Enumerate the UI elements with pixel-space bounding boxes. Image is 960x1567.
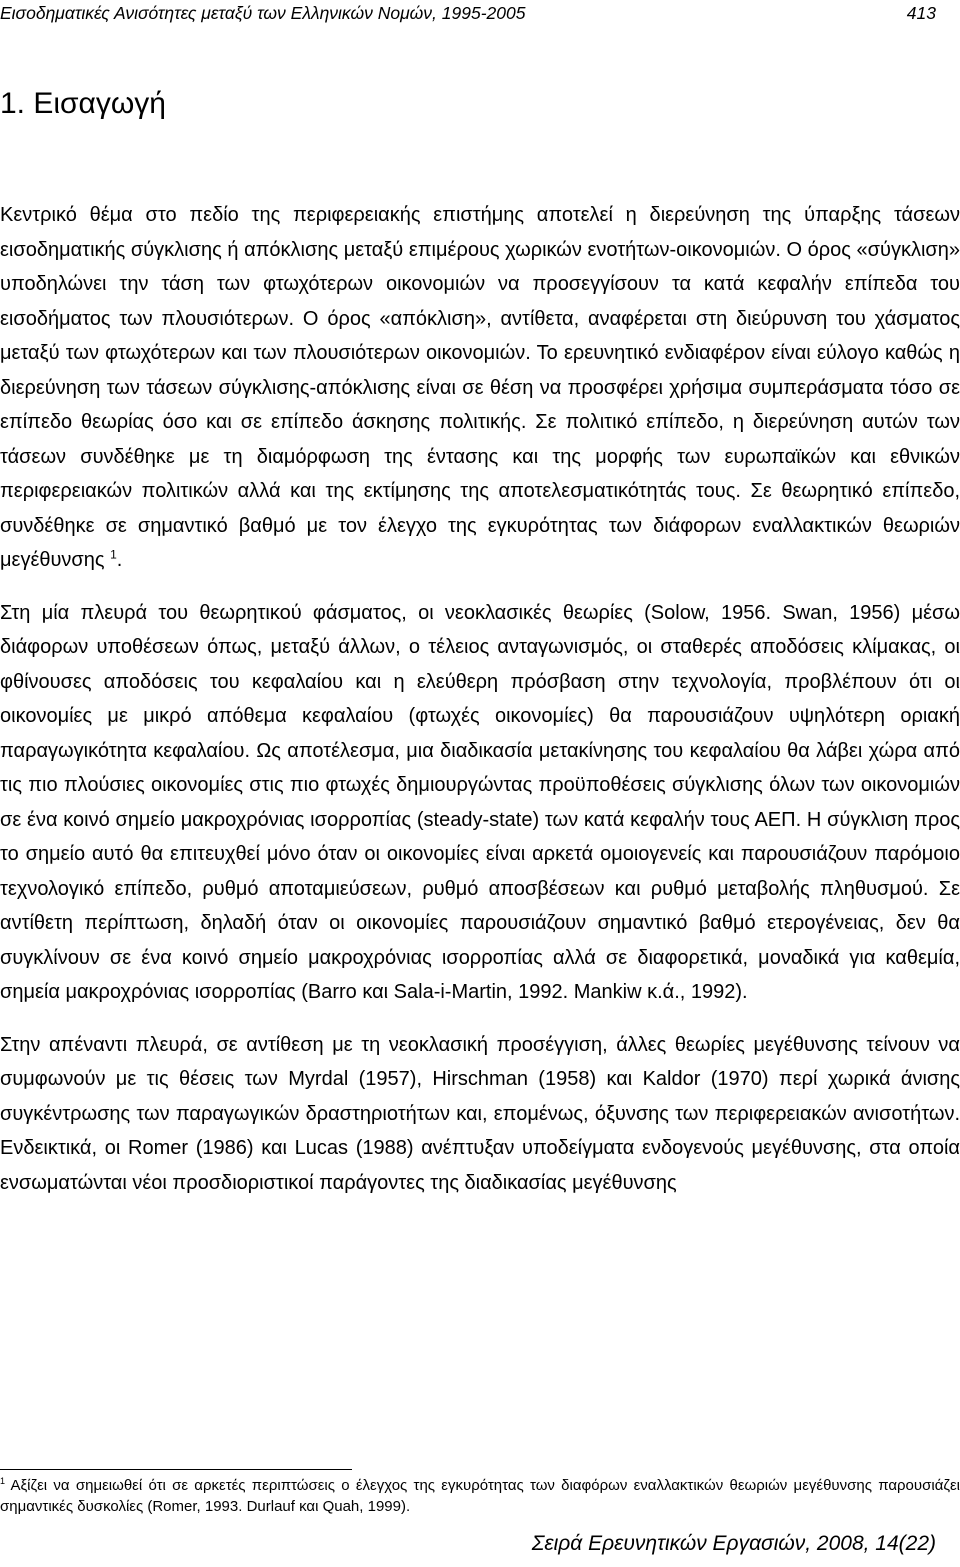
running-footer: Σειρά Ερευνητικών Εργασιών, 2008, 14(22)	[531, 1532, 936, 1555]
paragraph-1-end: .	[116, 549, 123, 571]
footnote-number: 1	[0, 1476, 6, 1486]
footnote-paragraph	[0, 1475, 960, 1517]
footnote	[0, 1475, 960, 1517]
section-title: 1. Εισαγωγή	[0, 87, 166, 120]
footnote-divider	[0, 1469, 352, 1470]
running-header-title: Εισοδηματικές Ανισότητες μεταξύ των Ελληνικών Νομών, 1995-2005	[0, 3, 526, 23]
paragraph-1	[0, 198, 960, 578]
footnote-reference[interactable]: 1	[110, 547, 117, 562]
body-text	[0, 198, 960, 1218]
paragraph-2: Στη μία πλευρά του θεωρητικού φάσματος, οι νεοκλασικές θεωρίες (Solow, 1956. Swan, 1956) μέσω διάφορων υποθέσεων όπως, μεταξύ άλλων, ο τέλειος ανταγωνισμός, οι σταθερές αποδόσεις κλίμακας, οι φθίνουσες αποδόσεις του κεφαλαίου και η ελεύθερη πρόσβαση στην τεχνολογία, προβλέπουν ότι οι οικονομίες με μικρό απόθεμα κεφαλαίου (φτωχές οικονομίες) θα παρουσιάζουν υψηλότερη οριακή παραγωγικότητα κεφαλαίου. Ως αποτέλεσμα, μια διαδικασία μετακίνησης του κεφαλαίου θα λάβει χώρα από τις πιο πλούσιες οικονομίες στις πιο φτωχές δημιουργώντας προϋποθέσεις σύγκλισης όλων των οικονομιών σε ένα κοινό σημείο μακροχρόνιας ισορροπίας (steady-state) των κατά κεφαλήν τους ΑΕΠ. Η σύγκλιση προς το σημείο αυτό θα επιτευχθεί μόνο όταν οι οικονομίες είναι αρκετά ομοιογενείς και παρουσιάζουν παρόμοιο τεχνολογικό επίπεδο, ρυθμό αποταμιεύσεων, ρυθμό αποσβέσεων και ρυθμό μεταβολής πληθυσμού. Σε αντίθετη περίπτωση, δηλαδή όταν οι οικονομίες παρουσιάζουν σημαντικό βαθμό ετερογένειας, δεν θα συγκλίνουν σε ένα κοινό σημείο μακροχρόνιας ισορροπίας αλλά σε διαφορετικά, μοναδικά για καθεμία, σημεία μακροχρόνιας ισορροπίας (Barro και Sala-i-Martin, 1992. Mankiw κ.ά., 1992).	[0, 601, 960, 1003]
page-number: 413	[906, 3, 936, 23]
paragraph-3: Στην απέναντι πλευρά, σε αντίθεση με τη νεοκλασική προσέγγιση, άλλες θεωρίες μεγέθυνσης τείνουν να συμφωνούν με τις θέσεις των Myrdal (1957), Hirschman (1958) και Kaldor (1970) περί χωρικά άνισης συγκέντρωσης των παραγωγικών δραστηριοτήτων και, επομένως, όξυνσης των περιφερειακών ανισοτήτων. Ενδεικτικά, οι Romer (1986) και Lucas (1988) ανέπτυξαν υποδείγματα ενδογενούς μεγέθυνσης, στα οποία ενσωματώνται νέοι προσδιοριστικοί παράγοντες της διαδικασίας μεγέθυνσης	[0, 1033, 960, 1194]
running-header	[0, 2, 960, 24]
paragraph-1-text: Κεντρικό θέμα στο πεδίο της περιφερειακής επιστήμης αποτελεί η διερεύνηση της ύπαρξης τάσεων εισοδηματικής σύγκλισης ή απόκλισης μεταξύ επιμέρους χωρικών ενοτήτων-οικονομιών. Ο όρος «σύγκλιση» υποδηλώνει την τάση των φτωχότερων οικονομιών να προσεγγίσουν τα κατά κεφαλήν επίπεδα του εισοδήματος των πλουσιότερων. Ο όρος «απόκλιση», αντίθετα, αναφέρεται στη διεύρυνση του χάσματος μεταξύ των φτωχότερων και των πλουσιότερων οικονομιών. Το ερευνητικό ενδιαφέρον είναι εύλογο καθώς η διερεύνηση των τάσεων σύγκλισης-απόκλισης είναι σε θέση να προσφέρει χρήσιμα συμπεράσματα τόσο σε επίπεδο θεωρίας όσο και σε επίπεδο άσκησης πολιτικής. Σε πολιτικό επίπεδο, η διερεύνηση αυτών των τάσεων συνδέθηκε με τη διαμόρφωση της έντασης και της μορφής των ευρωπαϊκών και εθνικών περιφερειακών πολιτικών αλλά και της εκτίμησης της αποτελεσματικότητάς τους. Σε θεωρητικό επίπεδο, συνδέθηκε σε σημαντικό βαθμό με τον έλεγχο της εγκυρότητας των διάφορων εναλλακτικών θεωριών μεγέθυνσης	[0, 204, 960, 571]
footnote-text: Αξίζει να σημειωθεί ότι σε αρκετές περιπτώσεις ο έλεγχος της εγκυρότητας των διαφόρων εναλλακτικών θεωριών μεγέθυνσης παρουσιάζει σημαντικές δυσκολίες (Romer, 1993. Durlauf και Quah, 1999).	[0, 1477, 960, 1515]
